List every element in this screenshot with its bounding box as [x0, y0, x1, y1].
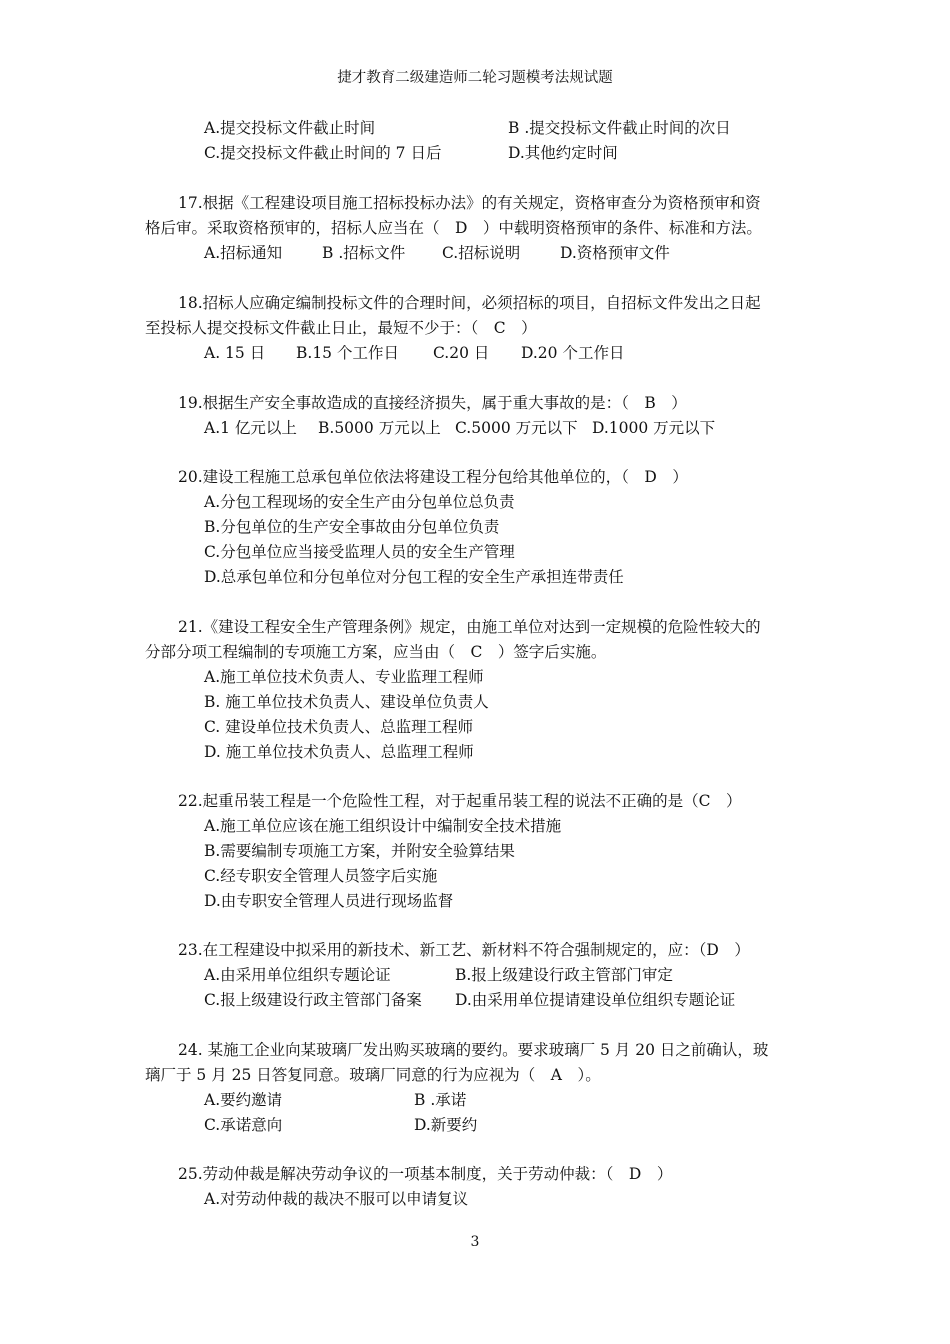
q22-option-d: D.由专职安全管理人员进行现场监督	[204, 892, 454, 910]
q17-option-c: C.招标说明	[442, 244, 521, 262]
q21-option-a: A.施工单位技术负责人、专业监理工程师	[204, 668, 484, 686]
q19-option-c: C.5000 万元以下	[455, 419, 578, 437]
q20-stem: 20.建设工程施工总承包单位依法将建设工程分包给其他单位的，（ D ）	[178, 468, 688, 486]
q18-stem-line2: 至投标人提交投标文件截止日止，最短不少于：（ C ）	[145, 319, 537, 337]
q23-option-a: A.由采用单位组织专题论证	[204, 966, 391, 984]
q24-stem-line1: 24. 某施工企业向某玻璃厂发出购买玻璃的要约。要求玻璃厂 5 月 20 日之前确认，玻	[178, 1041, 769, 1059]
q20-option-a: A.分包工程现场的安全生产由分包单位总负责	[204, 493, 515, 511]
q20-option-d: D.总承包单位和分包单位对分包工程的安全生产承担连带责任	[204, 568, 624, 586]
q17-stem-line1: 17.根据《工程建设项目施工招标投标办法》的有关规定，资格审查分为资格预审和资	[178, 194, 761, 212]
q17-option-d: D.资格预审文件	[560, 244, 670, 262]
page-header: 捷才教育二级建造师二轮习题模考法规试题	[337, 70, 613, 86]
q21-stem-line2: 分部分项工程编制的专项施工方案，应当由（ C ）签字后实施。	[145, 643, 607, 661]
q24-option-b: B .承诺	[414, 1091, 467, 1109]
q22-option-b: B.需要编制专项施工方案，并附安全验算结果	[204, 842, 515, 860]
q23-option-d: D.由采用单位提请建设单位组织专题论证	[455, 991, 736, 1009]
q19-option-d: D.1000 万元以下	[592, 419, 716, 437]
q18-option-c: C.20 日	[433, 344, 490, 362]
q16-option-a: A.提交投标文件截止时间	[204, 119, 376, 137]
q23-stem: 23.在工程建设中拟采用的新技术、新工艺、新材料不符合强制规定的，应：（D ）	[178, 941, 750, 959]
q18-stem-line1: 18.招标人应确定编制投标文件的合理时间，必须招标的项目，自招标文件发出之日起	[178, 294, 761, 312]
q23-option-b: B.报上级建设行政主管部门审定	[455, 966, 673, 984]
q24-option-a: A.要约邀请	[204, 1091, 283, 1109]
q22-option-c: C.经专职安全管理人员签字后实施	[204, 867, 438, 885]
q16-option-c: C.提交投标文件截止时间的 7 日后	[204, 144, 442, 162]
q24-stem-line2: 璃厂于 5 月 25 日答复同意。玻璃厂同意的行为应视为（ A ）。	[145, 1066, 601, 1084]
q18-option-b: B.15 个工作日	[296, 344, 399, 362]
q19-stem: 19.根据生产安全事故造成的直接经济损失，属于重大事故的是：（ B ）	[178, 394, 687, 412]
q25-option-a: A.对劳动仲裁的裁决不服可以申请复议	[204, 1190, 469, 1208]
q20-option-c: C.分包单位应当接受监理人员的安全生产管理	[204, 543, 515, 561]
q24-option-d: D.新要约	[414, 1116, 478, 1134]
q24-option-c: C.承诺意向	[204, 1116, 283, 1134]
page-number: 3	[470, 1234, 480, 1250]
q23-option-c: C.报上级建设行政主管部门备案	[204, 991, 422, 1009]
q16-option-d: D.其他约定时间	[508, 144, 618, 162]
q21-option-d: D. 施工单位技术负责人、总监理工程师	[204, 743, 474, 761]
q17-option-b: B .招标文件	[322, 244, 406, 262]
q21-stem-line1: 21.《建设工程安全生产管理条例》规定，由施工单位对达到一定规模的危险性较大的	[178, 618, 761, 636]
q19-option-a: A.1 亿元以上	[204, 419, 297, 437]
q21-option-c: C. 建设单位技术负责人、总监理工程师	[204, 718, 474, 736]
q21-option-b: B. 施工单位技术负责人、建设单位负责人	[204, 693, 489, 711]
q25-stem: 25.劳动仲裁是解决劳动争议的一项基本制度，关于劳动仲裁：（ D ）	[178, 1165, 673, 1183]
q18-option-a: A. 15 日	[204, 344, 266, 362]
q17-stem-line2: 格后审。采取资格预审的，招标人应当在（ D ）中载明资格预审的条件、标准和方法。	[145, 219, 762, 237]
q20-option-b: B.分包单位的生产安全事故由分包单位负责	[204, 518, 500, 536]
q17-option-a: A.招标通知	[204, 244, 283, 262]
q19-option-b: B.5000 万元以上	[318, 419, 441, 437]
q16-option-b: B .提交投标文件截止时间的次日	[508, 119, 731, 137]
q22-stem: 22.起重吊装工程是一个危险性工程，对于起重吊装工程的说法不正确的是（C ）	[178, 792, 742, 810]
q22-option-a: A.施工单位应该在施工组织设计中编制安全技术措施	[204, 817, 562, 835]
q18-option-d: D.20 个工作日	[521, 344, 625, 362]
